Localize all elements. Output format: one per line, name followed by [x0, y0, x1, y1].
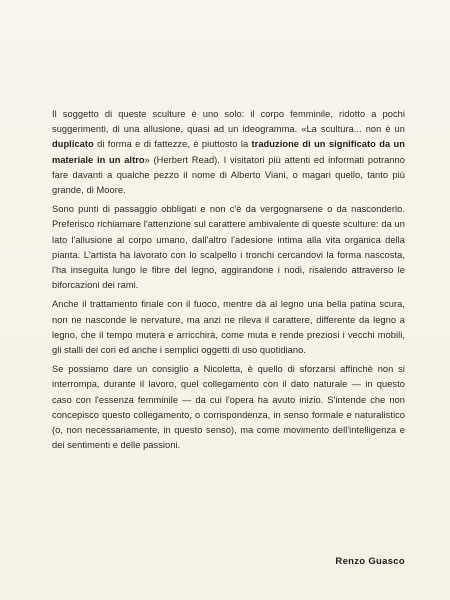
paragraph-1: [52, 107, 405, 198]
paragraph-1-text-c: » (Herbert Read). I visitatori più attenti ed informati potranno fare davanti a qualche pezzo il nome di Alberto Viani, o magari quello, tanto più grande, di Moore.: [52, 154, 405, 196]
bold-term-duplicato: duplicato: [52, 139, 94, 150]
paragraph-4: [52, 362, 405, 453]
paragraph-4-text: Se possiamo dare un consiglio a Nicoletta, è quello di sforzarsi affinchè non si interrompa, durante il lavoro, quel collegamento con il dato naturale — in questo caso con l'essenza femminile — da cui l'opera ha avuto inizio. S'intende che non concepisco questo collegamento, o corrispondenza, in senso formale e naturalistico (o, non necessariamente, in questo senso), ma come movimento dell'intelligenza e dei sentimenti e delle passioni.: [52, 364, 405, 451]
paragraph-2: [52, 202, 405, 293]
paragraph-1-text-b: di forma e di fattezze, è piuttosto la: [93, 139, 252, 150]
paragraph-1-text-a: Il soggetto di queste sculture è uno solo: il corpo femminile, ridotto a pochi suggerimenti, di una allusione, quasi ad un ideogramma. «La scultura... non è un: [52, 109, 405, 135]
author-signature: Renzo Guasco: [335, 556, 405, 567]
paragraph-2-text: Sono punti di passaggio obbligati e non c'è da vergognarsene o da nasconderlo. Preferisco richiamare l'attenzione sul carattere ambivalente di queste sculture: da un lato l'allusione al corpo umano, dall'altro l'adesione intima alla vita organica della pianta. L'artista ha lavorato con lo scalpello i tronchi cercandovi la forma nascosta, l'ha inseguita lungo le fibre del legno, aggirandone i nodi, risalendo attraverso le biforcazioni dei rami.: [52, 204, 405, 291]
bold-quote-traduzione: traduzione di un significato da un materiale in un altro: [52, 139, 405, 165]
paragraph-3-text: Anche il trattamento finale con il fuoco, mentre dà al legno una bella patina scura, non ne nasconde le nervature, ma anzi ne rileva il carattere, differente da legno a legno, che il tempo muterà e arricchirà, come muta e rende preziosi i vecchi mobili, gli stalli dei cori ed anche i semplici oggetti di uso quotidiano.: [52, 299, 405, 356]
paragraph-3: [52, 297, 405, 358]
body-text: [52, 107, 405, 457]
